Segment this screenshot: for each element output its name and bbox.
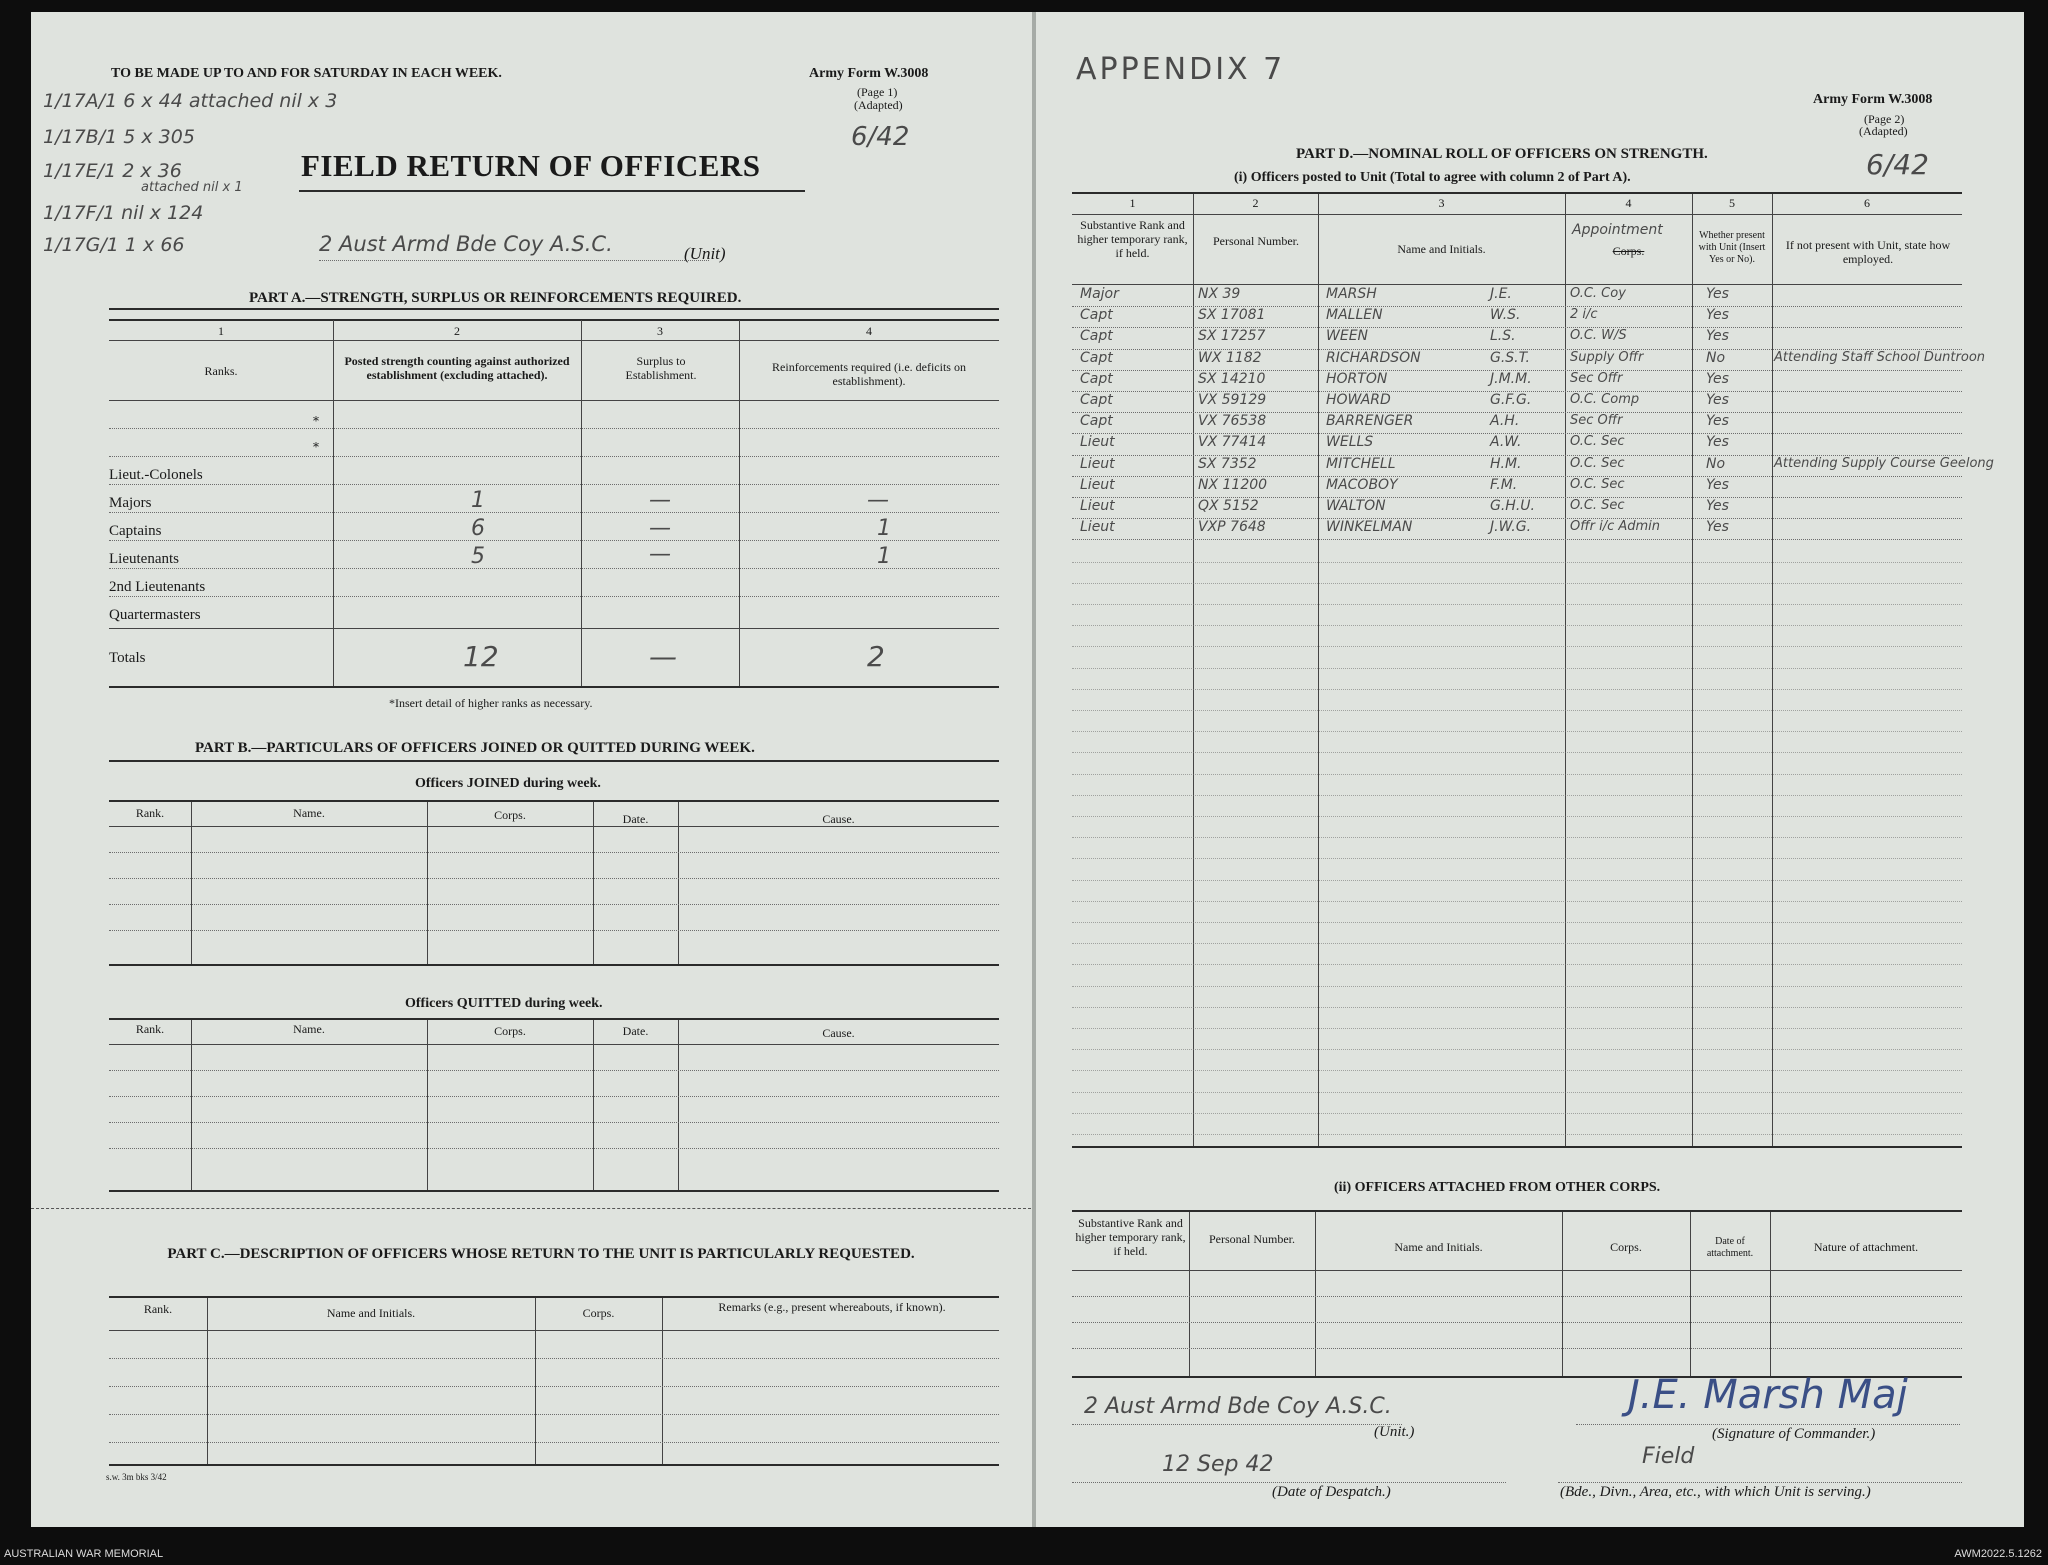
part-a-head-ranks: Ranks. [204,364,238,378]
head-rank: Substantive Rank and higher temporary rank, if held. [1077,218,1188,260]
officer-rank: Capt [1080,392,1113,408]
officer-number: QX 5152 [1198,498,1259,514]
header-instruction: TO BE MADE UP TO AND FOR SATURDAY IN EACH WEEK. [111,66,502,81]
officer-number: SX 14210 [1198,370,1266,387]
section-ii-title: (ii) OFFICERS ATTACHED FROM OTHER CORPS. [1334,1180,1661,1195]
officer-employment: Attending Supply Course Geelong [1774,455,1994,471]
unit-label: (Unit.) [1374,1424,1415,1440]
quitted-col-corps: Corps. [494,1024,526,1038]
handwritten-form-date: 6/42 [851,122,910,152]
officer-number: SX 17257 [1198,328,1266,345]
margin-note: 1/17E/1 2 x 36 [43,160,182,182]
officer-appointment: O.C. W/S [1570,328,1627,344]
part-b-title: PART B.—PARTICULARS OF OFFICERS JOINED OR QUITTED DURING WEEK. [195,740,755,756]
part-c-title: PART C.—DESCRIPTION OF OFFICERS WHOSE RETURN TO THE UNIT IS PARTICULARLY REQUESTED. [167,1246,915,1262]
part-a-head-reinf: Reinforcements required (i.e. deficits on establishment). [772,360,966,388]
officer-name: MALLEN [1326,307,1383,324]
officer-initials: J.W.G. [1490,519,1532,536]
attached-head-number: Personal Number. [1209,1232,1295,1246]
attached-head-nature: Nature of attachment. [1813,1240,1919,1254]
quitted-col-cause: Cause. [822,1026,855,1040]
part-a-head-posted: Posted strength counting against authorized establishment (excluding attached). [344,354,570,382]
officer-initials: A.H. [1490,413,1520,430]
margin-note: 1/17G/1 1 x 66 [43,234,185,256]
officer-rank: Lieut [1080,455,1115,472]
joined-col-cause: Cause. [822,812,855,826]
rank-label: Lieut.-Colonels [109,467,203,483]
officer-rank: Lieut [1080,476,1115,493]
attached-head-name: Name and Initials. [1394,1240,1483,1254]
footer-accession: AWM2022.5.1262 [1954,1548,2042,1560]
rank-label: 2nd Lieutenants [109,579,206,595]
unit-label: (Unit) [684,244,726,263]
officer-number: VXP 7648 [1198,519,1266,536]
footer-credit: AUSTRALIAN WAR MEMORIAL [4,1548,164,1560]
attached-head-corps: Corps. [1610,1240,1642,1254]
head-corps: Corps. [1612,244,1645,258]
officer-rank: Capt [1080,370,1113,387]
part-c-col-name: Name and Initials. [326,1306,416,1320]
part-c-col-rank: Rank. [143,1302,173,1316]
officer-present: Yes [1706,392,1729,408]
officer-appointment: Offr i/c Admin [1570,519,1661,535]
joined-title: Officers JOINED during week. [415,776,601,791]
appendix-note: APPENDIX 7 [1076,52,1286,87]
officer-number: NX 39 [1198,286,1241,302]
officer-present: Yes [1706,519,1729,536]
joined-col-name: Name. [293,806,325,820]
part-d-col-num: 3 [1438,196,1445,210]
officer-initials: G.H.U. [1490,498,1535,514]
officer-present: Yes [1706,286,1729,302]
serving-handwritten: Field [1642,1444,1695,1469]
printer-note: s.w. 3m bks 3/42 [106,1472,167,1482]
rank-label: Quartermasters [109,607,201,623]
part-a-footnote: *Insert detail of higher ranks as necessary. [389,696,593,710]
officer-initials: G.S.T. [1490,349,1530,366]
rank-label: Majors [109,495,152,511]
officer-number: VX 59129 [1198,392,1267,408]
total-reinf: 2 [867,640,885,673]
officer-number: NX 11200 [1198,476,1268,493]
head-name: Name and Initials. [1397,242,1486,256]
part-d-col-num: 6 [1864,196,1870,210]
part-d-title: PART D.—NOMINAL ROLL OF OFFICERS ON STRENGTH. [1296,146,1708,162]
page-note: (Page 1) [857,85,898,99]
part-a-col-num: 4 [866,324,872,338]
officer-initials: A.W. [1490,434,1522,451]
form-page-2 [1036,12,2024,1527]
officer-initials: W.S. [1490,307,1521,324]
part-d-col-num: 2 [1252,196,1259,210]
officer-appointment: O.C. Sec [1570,498,1625,513]
officer-initials: H.M. [1490,455,1522,472]
officer-name: WINKELMAN [1326,519,1413,536]
officer-number: SX 17081 [1198,307,1266,324]
page-note: (Page 2) [1864,112,1905,126]
officer-initials: J.E. [1490,286,1512,302]
form-number: Army Form W.3008 [1813,92,1933,107]
head-appointment: Appointment [1572,222,1663,238]
attached-head-rank: Substantive Rank and higher temporary rank, if held. [1075,1216,1186,1258]
rank-label: Lieutenants [109,551,179,567]
officer-appointment: Sec Offr [1570,370,1623,386]
total-posted: 12 [463,640,499,673]
officer-employment: Attending Staff School Duntroon [1774,349,1986,365]
despatch-date: 12 Sep 42 [1162,1452,1274,1477]
officer-initials: G.F.G. [1490,392,1532,408]
part-a-head-surplus: Surplus to Establishment. [625,354,697,382]
officer-name: BARRENGER [1326,413,1414,430]
officer-appointment: Supply Offr [1570,349,1644,365]
officer-appointment: O.C. Sec [1570,455,1625,471]
head-number: Personal Number. [1213,234,1299,248]
part-d-col-num: 4 [1625,196,1632,210]
officer-present: Yes [1706,476,1729,493]
handwritten-form-date: 6/42 [1866,148,1929,181]
margin-note: 1/17A/1 6 x 44 attached nil x 3 [43,90,338,112]
quitted-col-rank: Rank. [135,1022,165,1036]
part-a-col-num: 2 [454,324,460,338]
officer-rank: Lieut [1080,498,1115,514]
despatch-label: (Date of Despatch.) [1272,1484,1391,1500]
form-title: FIELD RETURN OF OFFICERS [301,148,761,183]
part-a-col-num: 3 [657,324,663,338]
footer [0,1545,2048,1565]
officer-name: MACOBOY [1326,476,1398,493]
head-present: Whether present with Unit (Insert Yes or No). [1698,230,1766,265]
part-d-col-num: 5 [1729,196,1735,210]
part-c-col-corps: Corps. [582,1306,615,1320]
officer-rank: Lieut [1080,434,1115,451]
officer-present: No [1706,455,1726,472]
officer-appointment: O.C. Coy [1570,286,1626,301]
commander-signature: J.E. Marsh Maj [1628,1372,1908,1418]
attached-head-date: Date of attachment. [1706,1236,1754,1259]
officer-rank: Capt [1080,328,1113,345]
officer-name: HOWARD [1326,392,1391,408]
quitted-col-name: Name. [293,1022,325,1036]
officer-initials: L.S. [1490,328,1516,345]
part-a-col-num: 1 [218,324,224,338]
head-employed: If not present with Unit, state how employed. [1785,238,1951,266]
joined-col-rank: Rank. [135,806,165,820]
signature-label: (Signature of Commander.) [1712,1426,1876,1442]
joined-col-corps: Corps. [494,808,526,822]
officer-present: Yes [1706,370,1729,387]
quitted-col-date: Date. [622,1024,649,1038]
quitted-title: Officers QUITTED during week. [405,996,603,1011]
officer-name: WELLS [1326,434,1374,451]
part-d-col-num: 1 [1129,196,1136,210]
officer-name: MITCHELL [1326,455,1396,472]
part-c-col-remarks: Remarks (e.g., present whereabouts, if known). [718,1300,946,1314]
form-number: Army Form W.3008 [809,66,929,81]
officer-present: Yes [1706,498,1729,514]
officer-present: Yes [1706,307,1729,324]
officer-name: HORTON [1326,370,1388,387]
officer-name: WALTON [1326,498,1386,514]
form-page-1: TO BE MADE UP TO AND FOR SATURDAY IN EACH WEEK. Army Form W.3008 (Page 1) (Adapted) 6/42 1/17A/1 6 x 44 attached nil x 3 1/17B/1 5 x 305 1/17E/1 2 x 36 attached nil x 1 1/17F/1 nil x 124 1/17G/1 1 x 66 FIELD RETURN OF OFFICERS 2 Aust Armd Bde Coy A.S.C. (Unit) PART A.—STRENGTH, SURPLUS OR REINFORCEMENTS REQUIRED. 1 2 3 4 Ranks. Posted strength counting against authorized establishment (excluding attached). Surplus to Establishment. Reinforcements required (i.e. deficits on establishment). * * Lieut.-Colonels Majors 1 — — Captains 6 — 1 Lieutenants 5 — 1 2nd Lieutenants Quartermasters Totals 12 — 2 *Insert detail of higher ranks as necessary. PART B.—PARTICULARS OF OFFICERS JOINED OR QUITTED DURING WEEK. Officers JOINED during week. Rank. Name. Corps. Date. Cause. Officers QUITTED during week. Rank. Name. Corps. Date. Cause. PART C.—DESCRIPTION OF OFFICERS WHOSE RETURN TO THE UNIT IS PARTICULARLY REQUESTED. Rank. Name and Initials. Corps. Remarks (e.g., present whereabouts, if known). s.w. 3m bks 3/42 [31,12,1032,1527]
part-a-title: PART A.—STRENGTH, SURPLUS OR REINFORCEMENTS REQUIRED. [249,290,742,306]
unit-handwritten: 2 Aust Armd Bde Coy A.S.C. [319,232,613,256]
totals-label: Totals [109,650,146,666]
officer-present: No [1706,349,1726,366]
officer-rank: Capt [1080,307,1113,324]
joined-col-date: Date. [622,812,649,826]
officer-appointment: Sec Offr [1570,413,1623,429]
adapted-note: (Adapted) [1859,124,1908,138]
officer-name: WEEN [1326,328,1369,345]
officer-rank: Capt [1080,413,1113,430]
margin-note: 1/17B/1 5 x 305 [43,126,195,148]
officer-number: VX 76538 [1198,413,1267,430]
officer-number: VX 77414 [1198,434,1267,451]
officer-present: Yes [1706,328,1729,345]
officer-appointment: O.C. Sec [1570,434,1625,450]
serving-label: (Bde., Divn., Area, etc., with which Unit is serving.) [1560,1484,1871,1500]
officer-name: RICHARDSON [1326,349,1421,366]
margin-note: 1/17F/1 nil x 124 [43,202,204,224]
officer-appointment: O.C. Sec [1570,476,1625,492]
officer-appointment: 2 i/c [1570,307,1598,323]
officer-initials: J.M.M. [1490,370,1532,387]
margin-note: attached nil x 1 [141,180,243,195]
officer-number: SX 7352 [1198,455,1257,472]
officer-rank: Lieut [1080,519,1115,536]
officer-rank: Major [1080,286,1119,302]
officer-number: WX 1182 [1198,349,1262,366]
adapted-note: (Adapted) [854,98,903,112]
officer-present: Yes [1706,413,1729,430]
officer-name: MARSH [1326,286,1377,302]
section-i-title: (i) Officers posted to Unit (Total to agree with column 2 of Part A). [1234,170,1631,185]
unit-handwritten: 2 Aust Armd Bde Coy A.S.C. [1084,1394,1392,1419]
rank-label: Captains [109,523,162,539]
officer-appointment: O.C. Comp [1570,392,1640,407]
total-surplus: — [649,640,677,673]
officer-present: Yes [1706,434,1729,451]
officer-initials: F.M. [1490,476,1518,493]
officer-rank: Capt [1080,349,1113,366]
